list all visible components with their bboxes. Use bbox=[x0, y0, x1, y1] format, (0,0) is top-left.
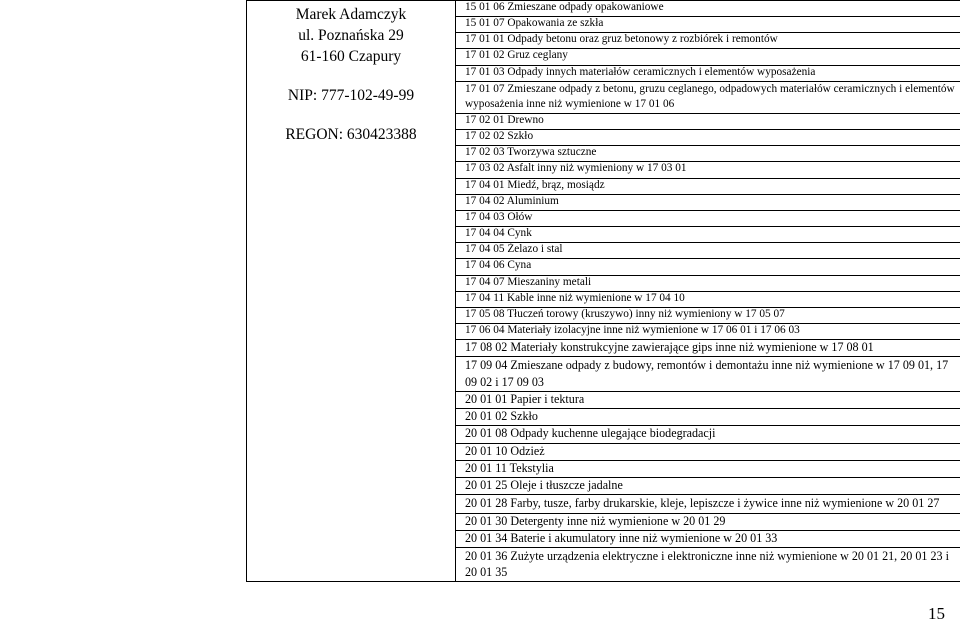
list-item: 17 04 04 Cynk bbox=[456, 227, 960, 243]
list-item: 17 01 02 Gruz ceglany bbox=[456, 49, 960, 65]
list-item: 17 04 05 Żelazo i stal bbox=[456, 243, 960, 259]
list-item: 17 04 11 Kable inne niż wymienione w 17 04 10 bbox=[456, 292, 960, 308]
company-regon: REGON: 630423388 bbox=[285, 126, 417, 143]
list-item: 17 01 03 Odpady innych materiałów ceramicznych i elementów wyposażenia bbox=[456, 66, 960, 82]
list-item: 15 01 07 Opakowania ze szkła bbox=[456, 17, 960, 33]
list-item: 20 01 28 Farby, tusze, farby drukarskie, kleje, lepiszcze i żywice inne niż wymienione w 20 01 27 bbox=[456, 495, 960, 513]
waste-codes-cell bbox=[456, 1, 960, 582]
list-item: 20 01 02 Szkło bbox=[456, 409, 960, 426]
list-item: 17 01 01 Odpady betonu oraz gruz betonowy z rozbiórek i remontów bbox=[456, 33, 960, 49]
company-street: ul. Poznańska 29 bbox=[298, 27, 404, 44]
list-item: 17 06 04 Materiały izolacyjne inne niż wymienione w 17 06 01 i 17 06 03 bbox=[456, 324, 960, 340]
list-item: 20 01 01 Papier i tektura bbox=[456, 392, 960, 409]
company-name: Marek Adamczyk bbox=[295, 6, 407, 23]
list-item: 17 04 07 Mieszaniny metali bbox=[456, 276, 960, 292]
company-waste-table bbox=[246, 0, 960, 582]
list-item: 17 02 01 Drewno bbox=[456, 114, 960, 130]
list-item: 17 01 07 Zmieszane odpady z betonu, gruzu ceglanego, odpadowych materiałów ceramicznych i elementów wyposażenia inne niż wymienione w 17 01 06 bbox=[456, 82, 960, 114]
list-item: 17 09 04 Zmieszane odpady z budowy, remontów i demontażu inne niż wymienione w 17 09 01, 17 09 02 i 17 09 03 bbox=[456, 357, 960, 391]
list-item: 20 01 36 Zużyte urządzenia elektryczne i elektroniczne inne niż wymienione w 20 01 21, 20 01 23 i 20 01 35 bbox=[465, 549, 949, 580]
list-item: 17 04 01 Miedź, brąz, mosiądz bbox=[456, 179, 960, 195]
list-item: 17 02 03 Tworzywa sztuczne bbox=[456, 146, 960, 162]
company-nip: NIP: 777-102-49-99 bbox=[287, 87, 415, 104]
list-item: 15 01 06 Zmieszane odpady opakowaniowe bbox=[456, 1, 960, 17]
list-item: 17 03 02 Asfalt inny niż wymieniony w 17 03 01 bbox=[456, 162, 960, 178]
page-number: 15 bbox=[928, 604, 945, 623]
table-row bbox=[247, 1, 960, 582]
company-postal-city: 61-160 Czapury bbox=[300, 48, 402, 65]
list-item: 20 01 30 Detergenty inne niż wymienione w 20 01 29 bbox=[456, 514, 960, 531]
list-item: 17 04 03 Ołów bbox=[456, 211, 960, 227]
list-item: 20 01 25 Oleje i tłuszcze jadalne bbox=[456, 478, 960, 495]
list-item: 17 02 02 Szkło bbox=[456, 130, 960, 146]
company-info-cell bbox=[247, 1, 456, 582]
list-item: 20 01 08 Odpady kuchenne ulegające biodegradacji bbox=[456, 426, 960, 443]
list-item: 20 01 10 Odzież bbox=[456, 444, 960, 461]
list-item: 17 04 02 Aluminium bbox=[456, 195, 960, 211]
list-item: 20 01 11 Tekstylia bbox=[456, 461, 960, 478]
list-item: 17 04 06 Cyna bbox=[456, 259, 960, 275]
list-item: 17 08 02 Materiały konstrukcyjne zawierające gips inne niż wymienione w 17 08 01 bbox=[456, 340, 960, 357]
list-item: 17 05 08 Tłuczeń torowy (kruszywo) inny niż wymieniony w 17 05 07 bbox=[456, 308, 960, 324]
list-item: 20 01 34 Baterie i akumulatory inne niż wymienione w 20 01 33 bbox=[456, 531, 960, 548]
waste-code-list bbox=[456, 1, 960, 581]
